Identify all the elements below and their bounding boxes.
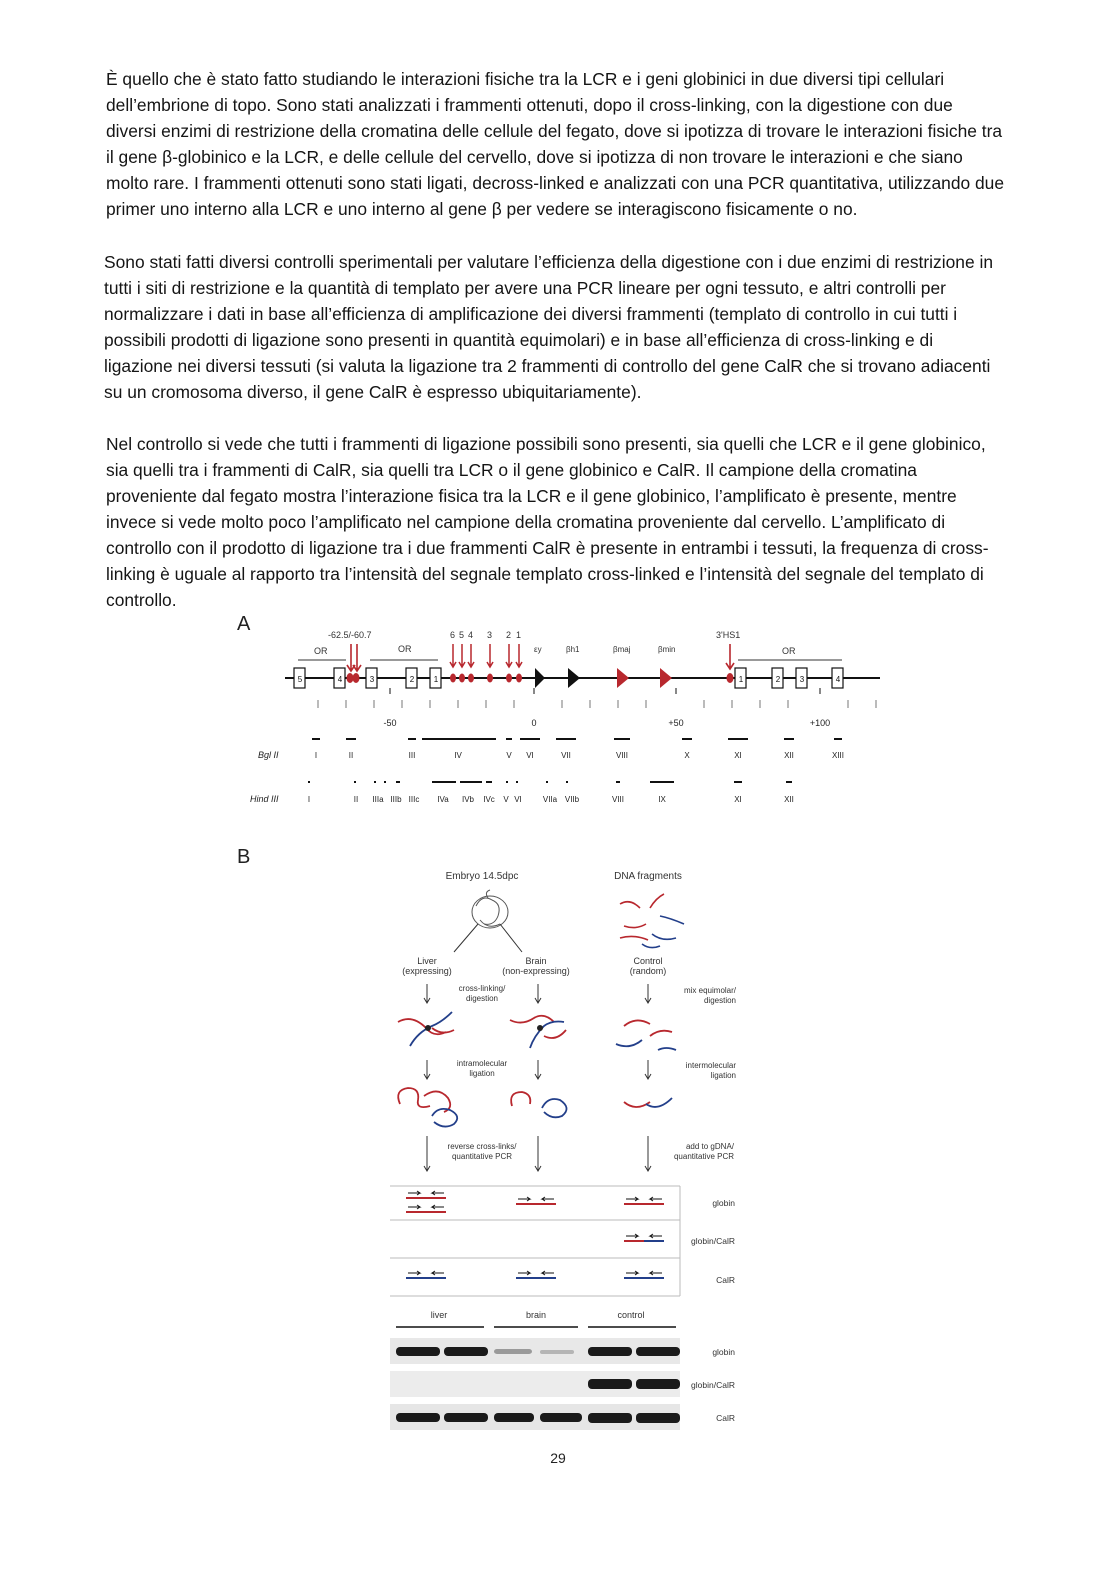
pcr-products	[406, 1198, 664, 1278]
bgl-fragment: III	[408, 751, 416, 760]
step3-left-text: quantitative PCR	[451, 1152, 513, 1161]
ligated-loops	[398, 1088, 672, 1127]
pcr-row-label-globin: globin	[712, 1198, 735, 1208]
bgl-fragment: VIII	[615, 751, 629, 760]
hind-fragment: XI	[734, 795, 742, 804]
lane-group-liver: liver	[430, 1310, 448, 1320]
step1-right-text: digestion	[703, 996, 736, 1005]
bgl-fragment: VI	[526, 751, 534, 760]
hind-fragment: IVc	[483, 795, 495, 804]
embryo-title: Embryo 14.5dpc	[445, 871, 519, 882]
step3-left-text: reverse cross-links/	[447, 1142, 517, 1151]
random-fragments-icon	[620, 894, 684, 948]
hind-label: Hind III	[250, 794, 279, 804]
bgl-label: Bgl II	[258, 750, 279, 760]
step3-right-text: add to gDNA/	[685, 1142, 734, 1151]
or-box-number: 2	[775, 675, 781, 684]
liver-label: Liver	[417, 956, 437, 966]
paragraph-2: Sono stati fatti diversi controlli sperimentali per valutare l’efficienza della digestione con i due enzimi di restrizione in tutti i siti di restrizione e la quantità di templato per avere una PCR lineare per ogni tessuto, e altri controlli per normalizzare i dati in base all’efficienza di amplificazione dei diversi frammenti (templato di controllo in cui tutti i possibili prodotti di ligazione sono presenti in quantità equimolari) e in base all’efficienza di cross-linking e di ligazione nei diversi tessuti (si valuta la ligazione tra 2 frammenti di controllo del gene CalR che si trovano adiacenti su un cromosoma diverso, il gene CalR è espresso ubiquitariamente).	[104, 252, 993, 402]
hind-fragment: I	[307, 795, 311, 804]
hind-fragment: IIIb	[390, 795, 402, 804]
hind-fragment: XII	[784, 795, 794, 804]
control-sublabel: (random)	[629, 966, 667, 976]
hs-number-4: 4	[468, 630, 474, 640]
hs3-arrow	[726, 644, 734, 669]
bgl-fragment: XI	[734, 751, 742, 760]
hind-fragment: II	[353, 795, 359, 804]
panel-a-label: A	[237, 613, 251, 635]
paragraph-1: È quello che è stato fatto studiando le interazioni fisiche tra la LCR e i geni globinici in due diversi tipi cellulari dell’embrione di topo. Sono stati analizzati i frammenti ottenuti, dopo il cross-linking, con la digestione con due diversi enzimi di restrizione della cromatina delle cellule del fegato, dove si ipotizza di trovare le interazioni fisiche tra il gene β-globinico e la LCR, e delle cellule del cervello, dove si ipotizza di non trovare le interazioni e che siano molto rare. I frammenti ottenuti sono stati ligati, decross-linked e analizzati con una PCR quantitativa, utilizzando due primer uno interno alla LCR e uno interno al gene β per vedere se interagiscono fisicamente o no.	[106, 69, 1005, 219]
figure-b-3c-scheme	[380, 860, 760, 1430]
hind-fragment: VIII	[611, 795, 625, 804]
gene-bmaj-triangle	[617, 668, 629, 688]
hind-fragment: IIIc	[408, 795, 420, 804]
gel-label-globin: globin	[712, 1347, 735, 1357]
scale-label: +100	[809, 718, 831, 728]
lane-group-control: control	[617, 1310, 645, 1320]
step2-right-text: ligation	[710, 1071, 736, 1080]
bgl-fragment: V	[506, 751, 512, 760]
hs-distal-arrow-2	[353, 644, 361, 671]
step1-right-text: mix equimolar/	[683, 986, 736, 995]
control-label: Control	[633, 956, 663, 966]
hs-number-1: 1	[516, 630, 522, 640]
scale-label: -50	[383, 718, 397, 728]
pcr-row-label-calr: CalR	[716, 1275, 735, 1285]
scale-label: 0	[531, 718, 537, 728]
hind-fragment: V	[503, 795, 509, 804]
bgl-fragment: VII	[561, 751, 571, 760]
step2-right-text: intermolecular	[685, 1061, 736, 1070]
bgl-fragment: X	[684, 751, 690, 760]
page-number: 29	[550, 1450, 566, 1466]
step1-left-text: cross-linking/	[458, 984, 506, 993]
lane-group-brain: brain	[525, 1310, 547, 1320]
or-box-number: 2	[409, 675, 415, 684]
or-box-number: 4	[337, 675, 343, 684]
hind-fragment: VI	[514, 795, 522, 804]
dna-title: DNA fragments	[614, 871, 682, 882]
brain-sublabel: (non-expressing)	[502, 966, 570, 976]
step1-left-text: digestion	[465, 994, 499, 1003]
scale-ticks	[390, 688, 820, 694]
hs-number-6: 6	[450, 630, 456, 640]
or-left-label: OR	[314, 646, 328, 656]
or-box-number: 3	[799, 675, 805, 684]
embryo-sketch-icon	[472, 890, 508, 928]
gel-label-calr: CalR	[716, 1413, 735, 1423]
gene-ey-triangle	[535, 668, 545, 688]
bgl-fragment: II	[348, 751, 354, 760]
hind-fragment: IVa	[437, 795, 449, 804]
crosslinked-complexes	[398, 1012, 676, 1050]
hs-number-3: 3	[487, 630, 493, 640]
gene-bmin-label: βmin	[658, 645, 676, 654]
step2-left-text: ligation	[469, 1069, 495, 1078]
or-box-number: 3	[369, 675, 375, 684]
bgl-fragment: IV	[454, 751, 462, 760]
or-mid-label: OR	[398, 644, 412, 654]
gene-bh1-triangle	[568, 668, 580, 688]
panel-b-label: B	[237, 846, 251, 868]
liver-branch-arrow	[454, 924, 478, 952]
or-box-number: 4	[835, 675, 841, 684]
step2-left-text: intramolecular	[456, 1059, 508, 1068]
hind-fragment: IX	[658, 795, 666, 804]
or-box-number: 1	[738, 675, 744, 684]
bgl-fragment: XIII	[831, 751, 845, 760]
bgl-fragment: XII	[784, 751, 794, 760]
hind-fragment: IIIa	[372, 795, 384, 804]
hind-fragment: VIIb	[564, 795, 580, 804]
hs-number-5: 5	[459, 630, 465, 640]
crosslink-points	[425, 1025, 543, 1031]
hs3-label: 3'HS1	[716, 630, 741, 640]
liver-sublabel: (expressing)	[402, 966, 452, 976]
or-box-number: 1	[433, 675, 439, 684]
gel-label-globin-calr: globin/CalR	[691, 1380, 735, 1390]
hs-distal-label: -62.5/-60.7	[328, 630, 372, 640]
or-box-number: 5	[297, 675, 303, 684]
scale-minor-ticks	[318, 700, 876, 708]
hs-number-2: 2	[506, 630, 512, 640]
pcr-row-label-globin-calr: globin/CalR	[691, 1236, 735, 1246]
gene-ey-label: εy	[534, 645, 542, 654]
brain-branch-arrow	[500, 924, 522, 952]
hind-fragment: VIIa	[542, 795, 558, 804]
gene-bh1-label: βh1	[566, 645, 580, 654]
step3-right-text: quantitative PCR	[673, 1152, 734, 1161]
brain-label: Brain	[525, 956, 547, 966]
paragraph-3: Nel controllo si vede che tutti i frammenti di ligazione possibili sono presenti, sia quelli che LCR e il gene globinico, sia quelli tra i frammenti di CalR, sia quelli tra LCR o il gene globinico e CalR. Il campione della cromatina proveniente dal fegato mostra l’interazione fisica tra la LCR e il gene globinico, l’amplificato è presente, mentre invece si vede molto poco l’amplificato nel campione della cromatina proveniente dal cervello. L’amplificato di controllo con il prodotto di ligazione tra i due frammenti CalR è presente in entrambi i tessuti, la frequenza di cross-linking è uguale al rapporto tra l’intensità del segnale templato cross-linked e l’intensità del segnale del templato di controllo.	[106, 434, 989, 610]
hind-fragment: IVb	[461, 795, 475, 804]
gene-bmin-triangle	[660, 668, 672, 688]
lcr-hs-arrows	[450, 644, 522, 667]
or-right-label: OR	[782, 646, 796, 656]
gene-bmaj-label: βmaj	[613, 645, 631, 654]
scale-label: +50	[668, 718, 684, 728]
bgl-fragment: I	[314, 751, 318, 760]
figure-a-locus-map	[250, 622, 890, 812]
